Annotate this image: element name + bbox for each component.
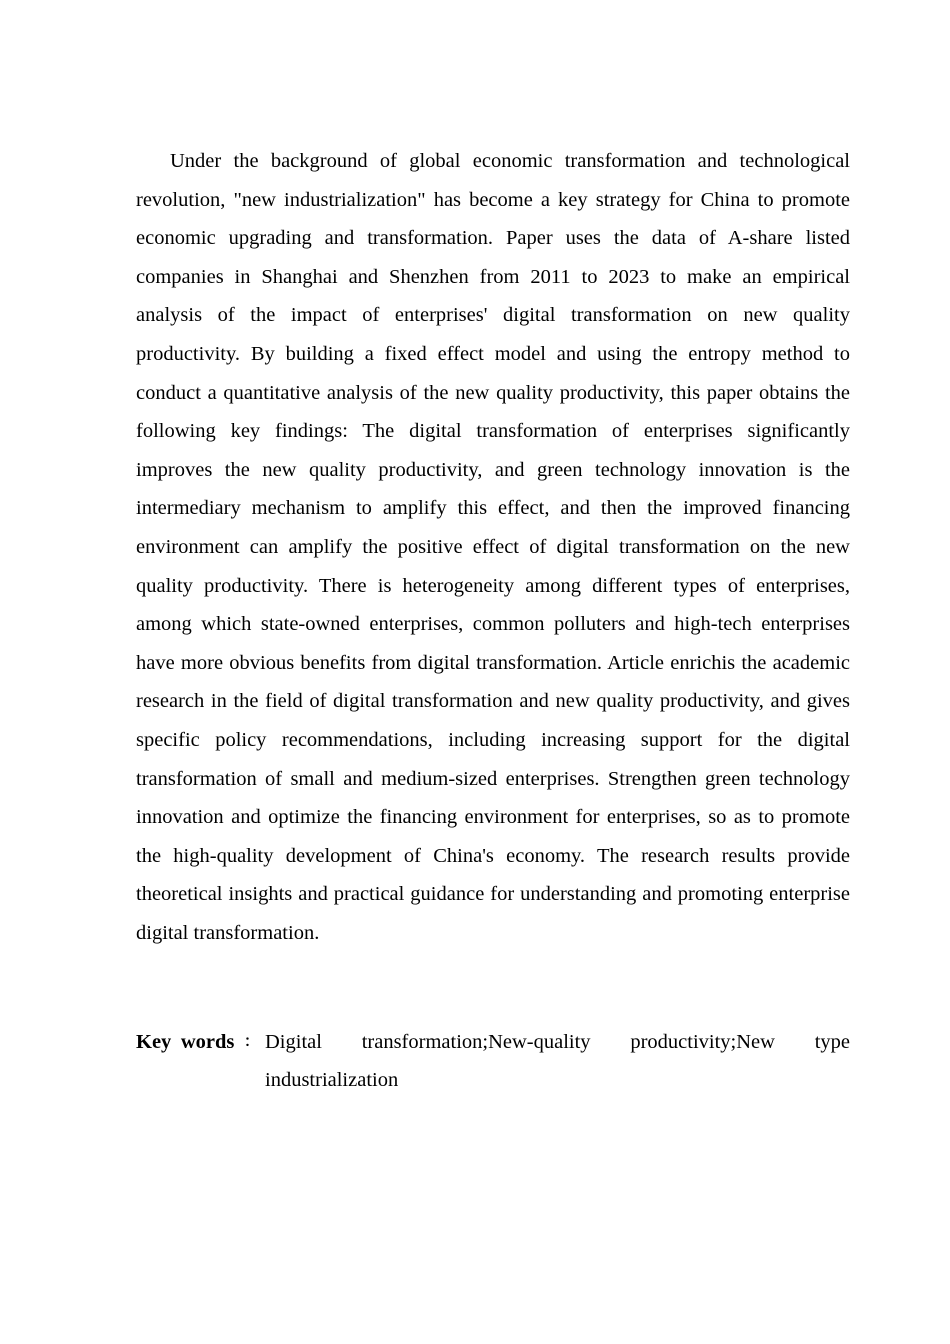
keywords-list: Digital transformation;New-quality productivity;New type industrialization [265,1031,850,1091]
keywords-section [136,1023,850,1099]
keywords-colon: ： [243,1034,259,1050]
keywords-label-key: Key [136,1031,172,1053]
abstract-paragraph: Under the background of global economic transformation and technological revolution, "new industrialization" has become a key strategy for China to promote economic upgrading and transformation. Paper uses the data of A-share listed companies in Shanghai and Shenzhen from 2011 to 2023 to make an empirical analysis of the impact of enterprises' digital transformation on new quality productivity. By building a fixed effect model and using the entropy method to conduct a quantitative analysis of the new quality productivity, this paper obtains the following key findings: The digital transformation of enterprises significantly improves the new quality productivity, and green technology innovation is the intermediary mechanism to amplify this effect, and then the improved financing environment can amplify the positive effect of digital transformation on the new quality productivity. There is heterogeneity among different types of enterprises, among which state-owned enterprises, common polluters and high-tech enterprises have more obvious benefits from digital transformation. Article enrichis the academic research in the field of digital transformation and new quality productivity, and gives specific policy recommendations, including increasing support for the digital transformation of small and medium-sized enterprises. Strengthen green technology innovation and optimize the financing environment for enterprises, so as to promote the high-quality development of China's economy. The research results provide theoretical insights and practical guidance for understanding and promoting enterprise digital transformation. [136,150,850,944]
keywords-label [136,1023,265,1099]
keywords-label-words: words [180,1031,235,1053]
